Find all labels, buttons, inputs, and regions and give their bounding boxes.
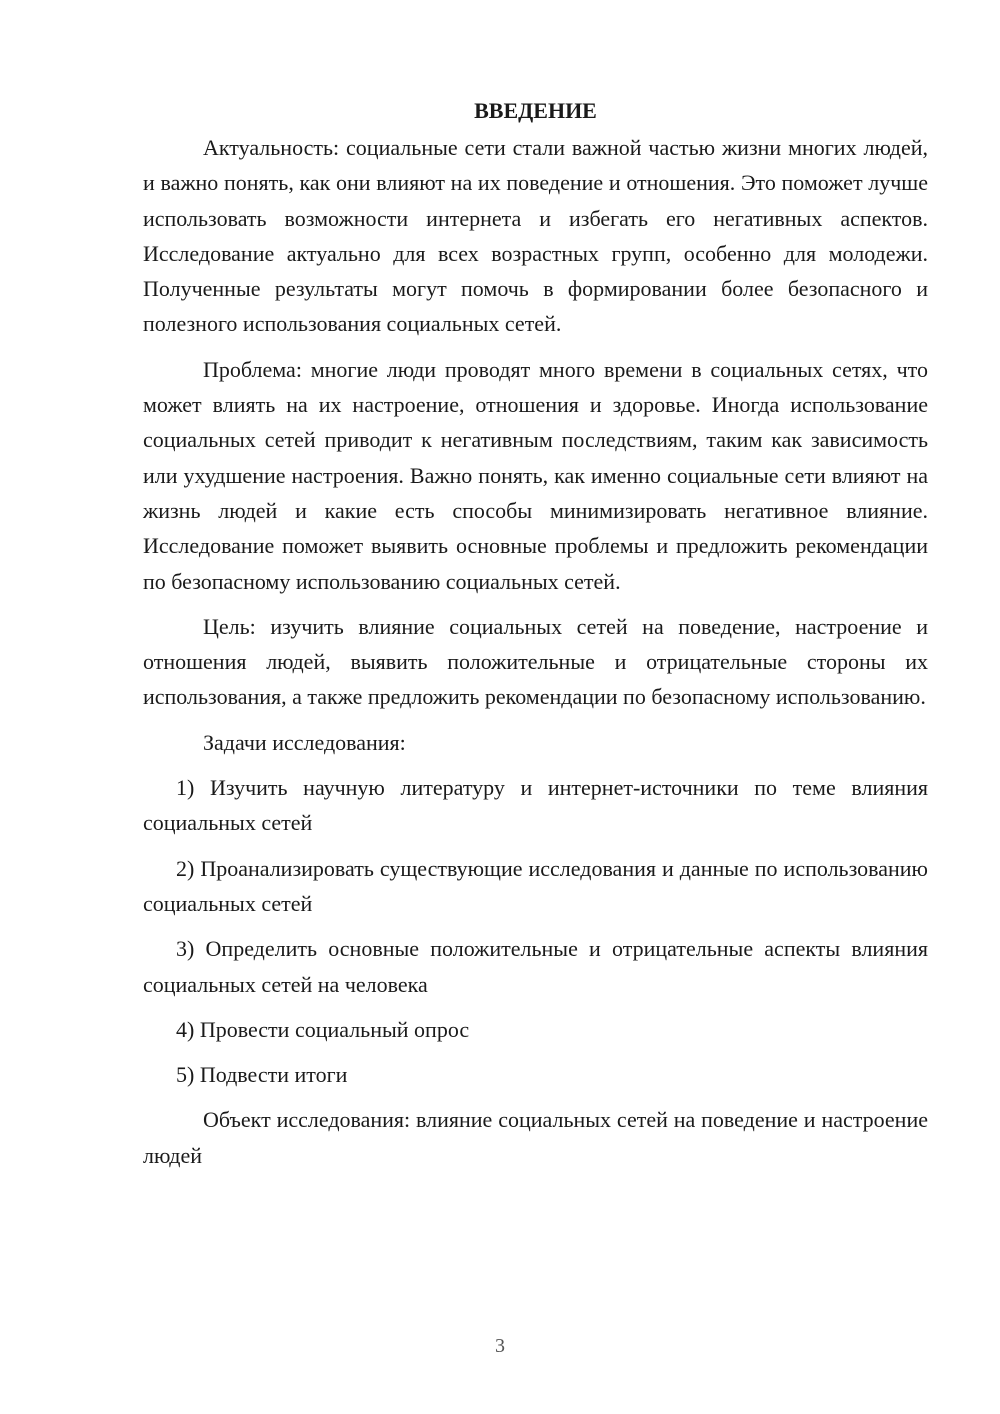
- task-item-1: 1) Изучить научную литературу и интернет-источники по теме влияния социальных сетей: [143, 775, 928, 836]
- object-paragraph: Объект исследования: влияние социальных сетей на поведение и настроение людей: [143, 1107, 928, 1168]
- document-page: [143, 96, 928, 1183]
- problem-paragraph: Проблема: многие люди проводят много времени в социальных сетях, что может влиять на их настроение, отношения и здоровье. Иногда использование социальных сетей приводит к негативным последствиям, таким как зависимость или ухудшение настроения. Важно понять, как именно социальные сети влияют на жизнь людей и какие есть способы минимизировать негативное влияние. Исследование поможет выявить основные проблемы и предложить рекомендации по безопасному использованию социальных сетей.: [143, 356, 928, 594]
- tasks-title: Задачи исследования:: [203, 729, 406, 755]
- goal-paragraph: Цель: изучить влияние социальных сетей на поведение, настроение и отношения людей, выявить положительные и отрицательные стороны их использования, а также предложить рекомендации по безопасному использованию.: [143, 613, 928, 710]
- task-item-4: 4) Провести социальный опрос: [176, 1016, 470, 1042]
- section-heading: ВВЕДЕНИЕ: [474, 98, 597, 123]
- page-number: 3: [495, 1335, 505, 1357]
- task-item-5: 5) Подвести итоги: [176, 1062, 348, 1088]
- relevance-paragraph: Актуальность: социальные сети стали важной частью жизни многих людей, и важно понять, как они влияют на их поведение и отношения. Это поможет лучше использовать возможности интернета и избегать его негативных аспектов. Исследование актуально для всех возрастных групп, особенно для молодежи. Полученные результаты могут помочь в формировании более безопасного и полезного использования социальных сетей.: [143, 135, 928, 337]
- task-item-3: 3) Определить основные положительные и отрицательные аспекты влияния социальных сетей на человека: [143, 936, 928, 997]
- task-item-2: 2) Проанализировать существующие исследования и данные по использованию социальных сетей: [143, 855, 928, 916]
